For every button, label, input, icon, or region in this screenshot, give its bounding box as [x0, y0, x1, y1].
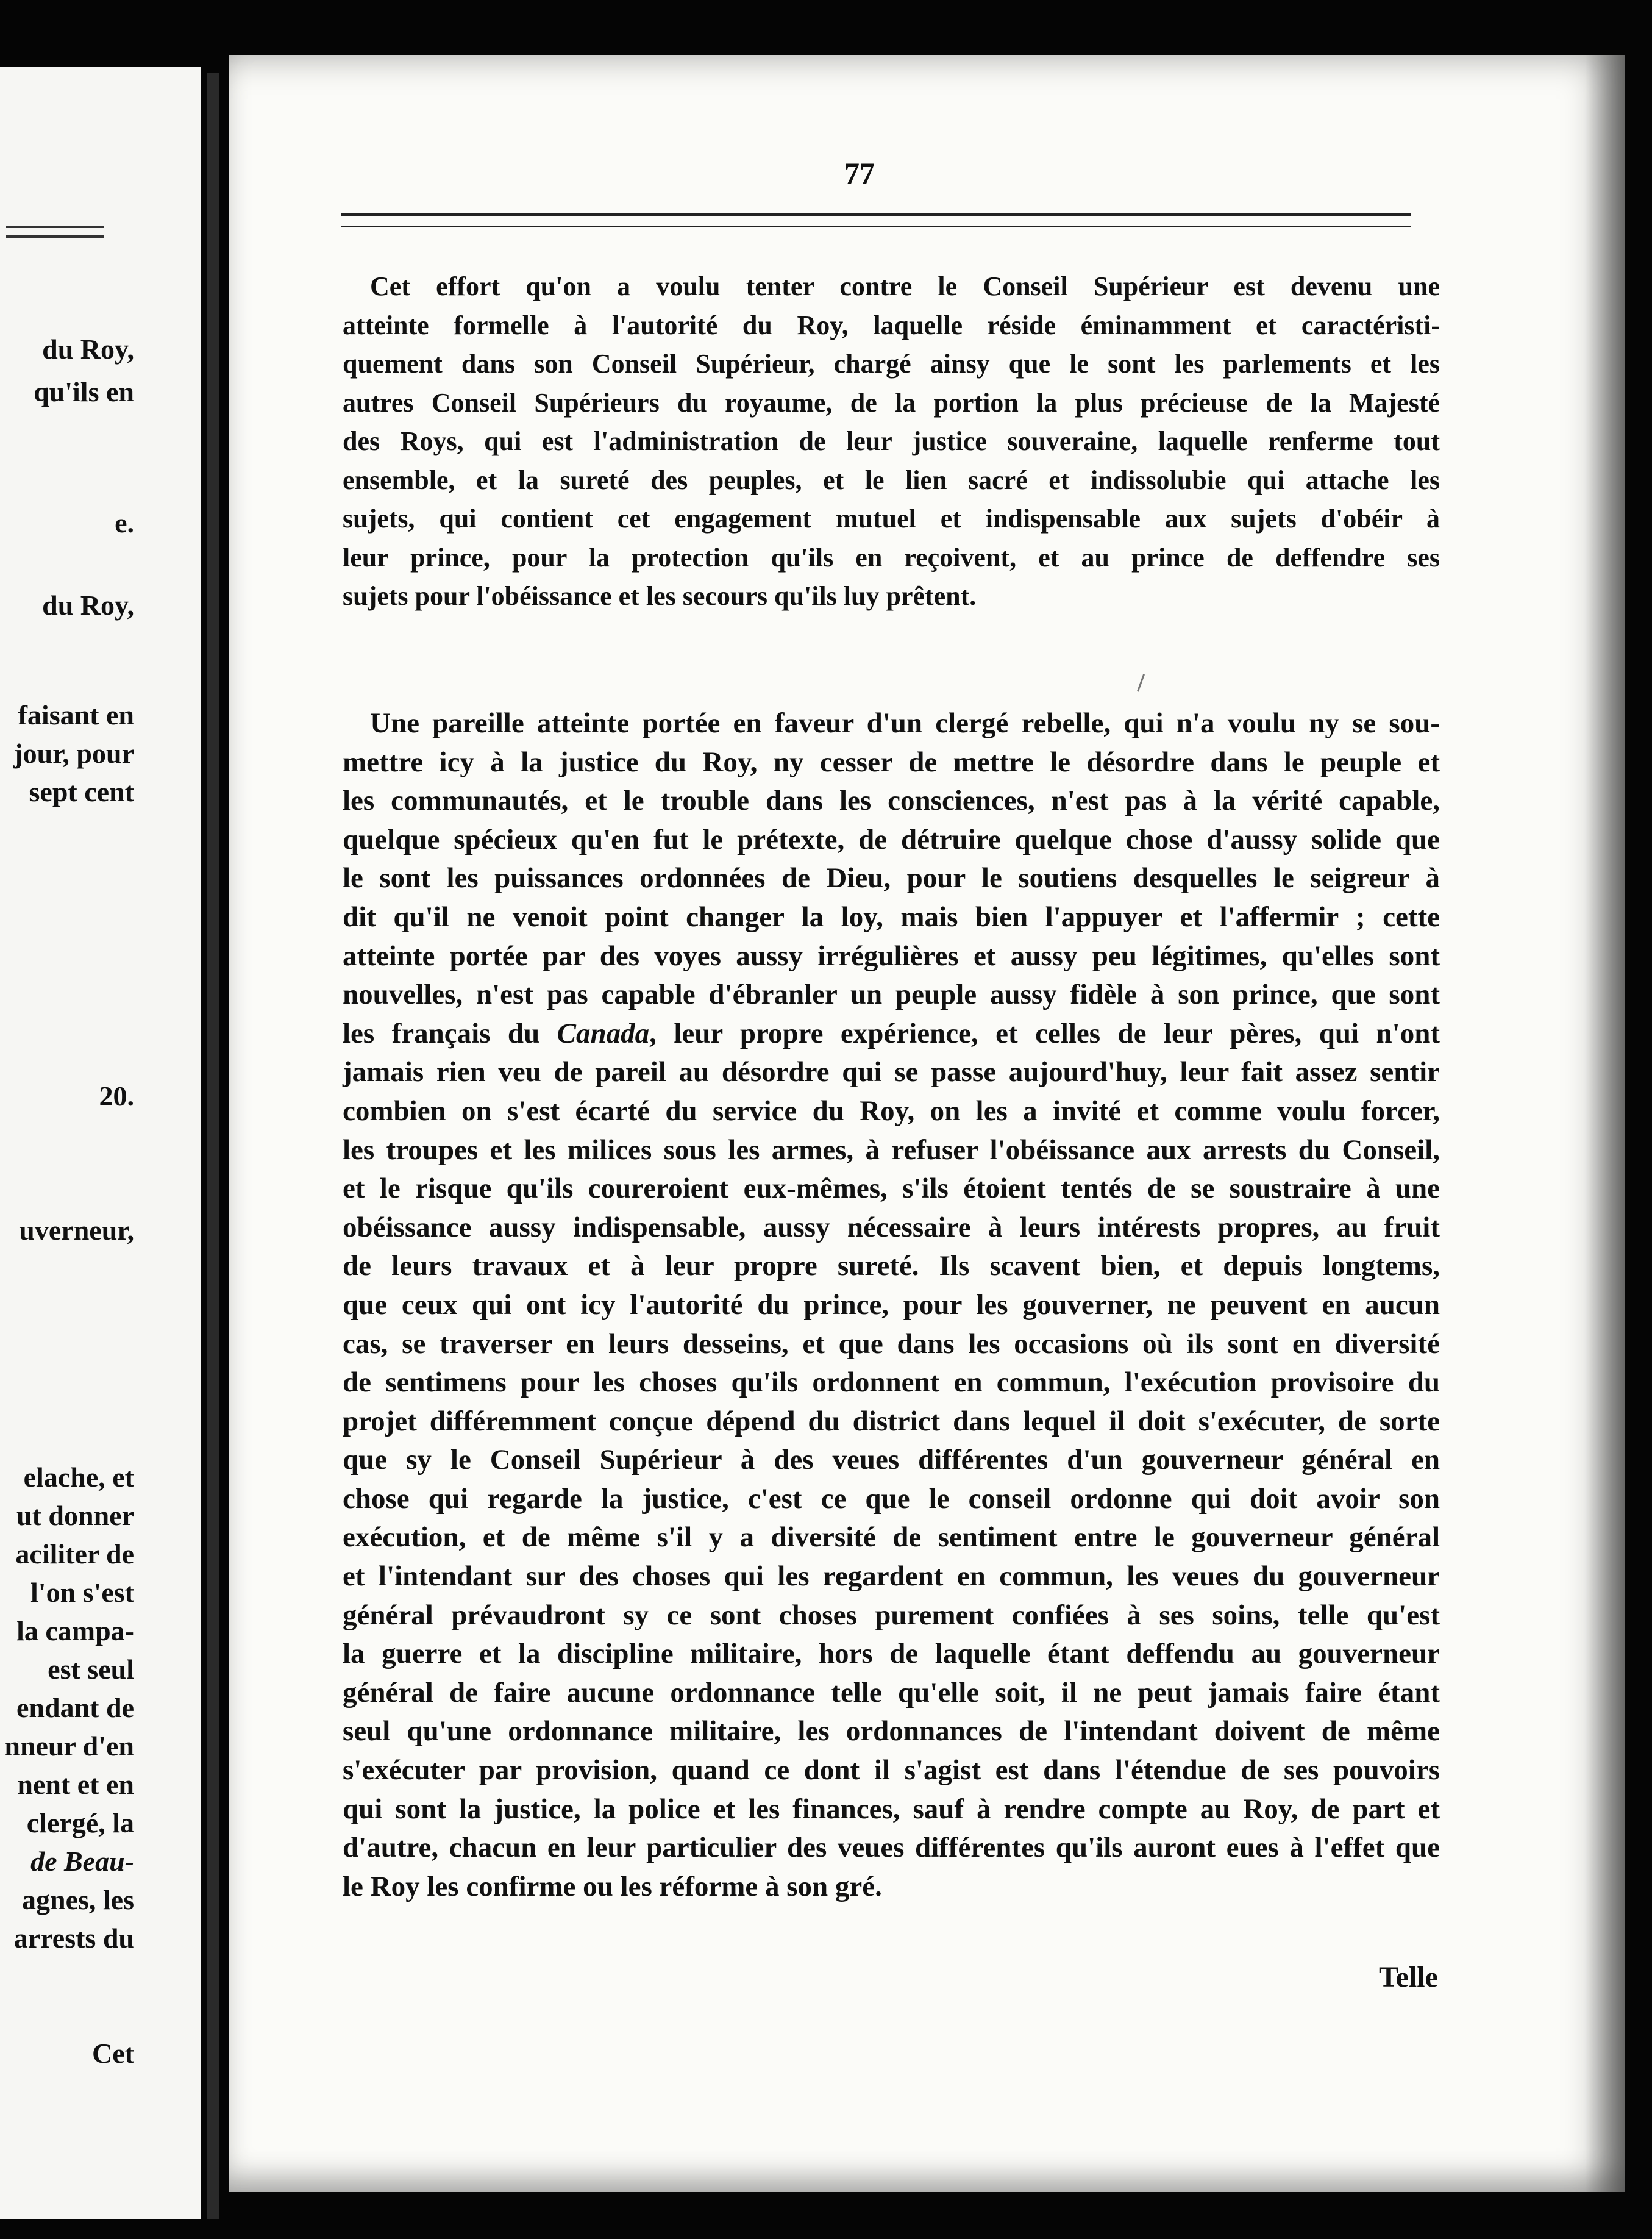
- text-line: les communautés, et le trouble dans les consciences, n'est pas à la vérité capable,: [343, 785, 1440, 817]
- text-line: s'exécuter par provision, quand ce dont il s'agist est dans l'étendue de ses pouvoirs: [343, 1754, 1440, 1787]
- left-rule: [6, 226, 104, 238]
- text-line: ensemble, et la sureté des peuples, et le lien sacré et indissolubie qui attache les: [343, 465, 1440, 495]
- text-line: dit qu'il ne venoit point changer la loy, mais bien l'appuyer et l'affermir ; cette: [343, 901, 1440, 933]
- text-line: des Roys, qui est l'administration de leur justice souveraine, laquelle renferme tout: [343, 426, 1440, 456]
- text-line: que sy le Conseil Supérieur à des veues différentes d'un gouverneur général en: [343, 1444, 1440, 1476]
- text-line: mettre icy à la justice du Roy, ny cesser de mettre le désordre dans le peuple et: [343, 746, 1440, 778]
- paragraph-2: [343, 704, 1440, 1906]
- text-line: de leurs travaux et à leur propre sureté. Ils scavent bien, et depuis longtems,: [343, 1250, 1440, 1282]
- text-line: combien on s'est écarté du service du Roy, on les a invité et comme voulu forcer,: [343, 1095, 1440, 1127]
- text-line: et le risque qu'ils coureroient eux-mêmes, s'ils étoient tentés de se soustraire à une: [343, 1173, 1440, 1205]
- left-line: l'on s'est: [30, 1577, 134, 1608]
- text-line: sujets, qui contient cet engagement mutuel et indispensable aux sujets d'obéir à: [343, 504, 1440, 534]
- left-line: qu'ils en: [34, 376, 134, 407]
- page-edge-shadow: [1585, 55, 1625, 2192]
- left-line: clergé, la: [26, 1807, 134, 1838]
- text-line: sujets pour l'obéissance et les secours qu'ils luy prêtent.: [343, 581, 977, 611]
- text-line: les troupes et les milices sous les armes, à refuser l'obéissance aux arrests du Conseil,: [343, 1134, 1440, 1166]
- left-line: e.: [115, 507, 134, 538]
- text-line: général de faire aucune ordonnance telle qu'elle soit, il ne peut jamais faire étant: [343, 1676, 1440, 1709]
- text-line: Cet effort qu'on a voulu tenter contre le Conseil Supérieur est devenu une: [370, 271, 1440, 301]
- text-line: atteinte portée par des voyes aussy irrégulières et aussy peu légitimes, qu'elles sont: [343, 940, 1440, 972]
- text-line: jamais rien veu de pareil au désordre qui se passe aujourd'huy, leur fait assez sentir: [343, 1056, 1440, 1088]
- left-line: endant de: [16, 1692, 134, 1723]
- text-line: Une pareille atteinte portée en faveur d'un clergé rebelle, qui n'a voulu ny se sou-: [370, 707, 1440, 739]
- left-line: nneur d'en: [4, 1730, 134, 1762]
- text-line: que ceux qui ont icy l'autorité du prince, pour les gouverner, ne peuvent en aucun: [343, 1288, 1440, 1321]
- text-line: leur prince, pour la protection qu'ils en reçoivent, et au prince de deffendre ses: [343, 542, 1440, 573]
- left-line: de Beau-: [30, 1846, 134, 1877]
- text-line: d'autre, chacun en leur particulier des veues différentes qu'ils auront eues à l'effet que: [343, 1832, 1440, 1864]
- text-line: et l'intendant sur des choses qui les regardent en commun, les veues du gouverneur: [343, 1560, 1440, 1593]
- text-line: seul qu'une ordonnance militaire, les ordonnances de l'intendant doivent de même: [343, 1715, 1440, 1748]
- text-line: chose qui regarde la justice, c'est ce que le conseil ordonne qui doit avoir son: [343, 1482, 1440, 1515]
- left-line: elache, et: [23, 1462, 134, 1493]
- text-line: de sentimens pour les choses qu'ils ordonnent en commun, l'exécution provisoire du: [343, 1366, 1440, 1399]
- text-line: exécution, et de même s'il y a diversité de sentiment entre le gouverneur général: [343, 1521, 1440, 1554]
- page-number: 77: [844, 156, 875, 190]
- left-line: arrests du: [13, 1923, 134, 1954]
- left-page-fragment: [0, 67, 201, 2219]
- paragraph-1: [343, 267, 1440, 616]
- left-line: sept cent: [29, 776, 134, 807]
- header-double-rule: [341, 213, 1411, 227]
- left-line: Cet: [92, 2038, 134, 2069]
- catchword: Telle: [1379, 1961, 1438, 1993]
- left-line: faisant en: [18, 699, 134, 730]
- text-line: le Roy les confirme ou les réforme à son gré.: [343, 1870, 882, 1902]
- text-line: atteinte formelle à l'autorité du Roy, laquelle réside éminamment et caractéristi-: [343, 310, 1440, 340]
- left-line: 20.: [99, 1080, 134, 1112]
- text-line: le sont les puissances ordonnées de Dieu, pour le soutiens desquelles le seigreur à: [343, 862, 1440, 895]
- left-line: aciliter de: [15, 1538, 134, 1569]
- left-line: du Roy,: [42, 590, 134, 621]
- text-line: cas, se traverser en leurs desseins, et que dans les occasions où ils sont en diversité: [343, 1327, 1440, 1360]
- left-line: jour, pour: [13, 738, 134, 769]
- text-line: quelque spécieux qu'en fut le prétexte, de détruire quelque chose d'aussy solide que: [343, 823, 1440, 855]
- text-line: obéissance aussy indispensable, aussy nécessaire à leurs intérests propres, au fruit: [343, 1211, 1440, 1243]
- left-line: ut donner: [16, 1500, 134, 1531]
- text-line: quement dans son Conseil Supérieur, chargé ainsy que le sont les parlements et les: [343, 349, 1440, 379]
- text-line: projet différemment conçue dépend du district dans lequel il doit s'exécuter, de sorte: [343, 1405, 1440, 1437]
- text-line: la guerre et la discipline militaire, hors de laquelle étant deffendu au gouverneur: [343, 1638, 1440, 1670]
- text-line: général prévaudront sy ce sont choses purement confiées à ses soins, telle qu'est: [343, 1599, 1440, 1631]
- left-line: uverneur,: [19, 1215, 134, 1246]
- left-line: agnes, les: [22, 1884, 134, 1915]
- page-gutter: [207, 73, 219, 2219]
- text-line: autres Conseil Supérieurs du royaume, de la portion la plus précieuse de la Majesté: [343, 387, 1440, 418]
- text-line: les français du Canada, leur propre expérience, et celles de leur pères, qui n'ont: [343, 1017, 1440, 1049]
- left-line: est seul: [48, 1654, 134, 1685]
- text-line: nouvelles, n'est pas capable d'ébranler un peuple aussy fidèle à son prince, que sont: [343, 979, 1440, 1011]
- left-line: la campa-: [16, 1615, 134, 1646]
- left-line: nent et en: [17, 1769, 134, 1800]
- left-line: du Roy,: [42, 334, 134, 365]
- text-line: qui sont la justice, la police et les finances, sauf à rendre compte au Roy, de part et: [343, 1793, 1440, 1825]
